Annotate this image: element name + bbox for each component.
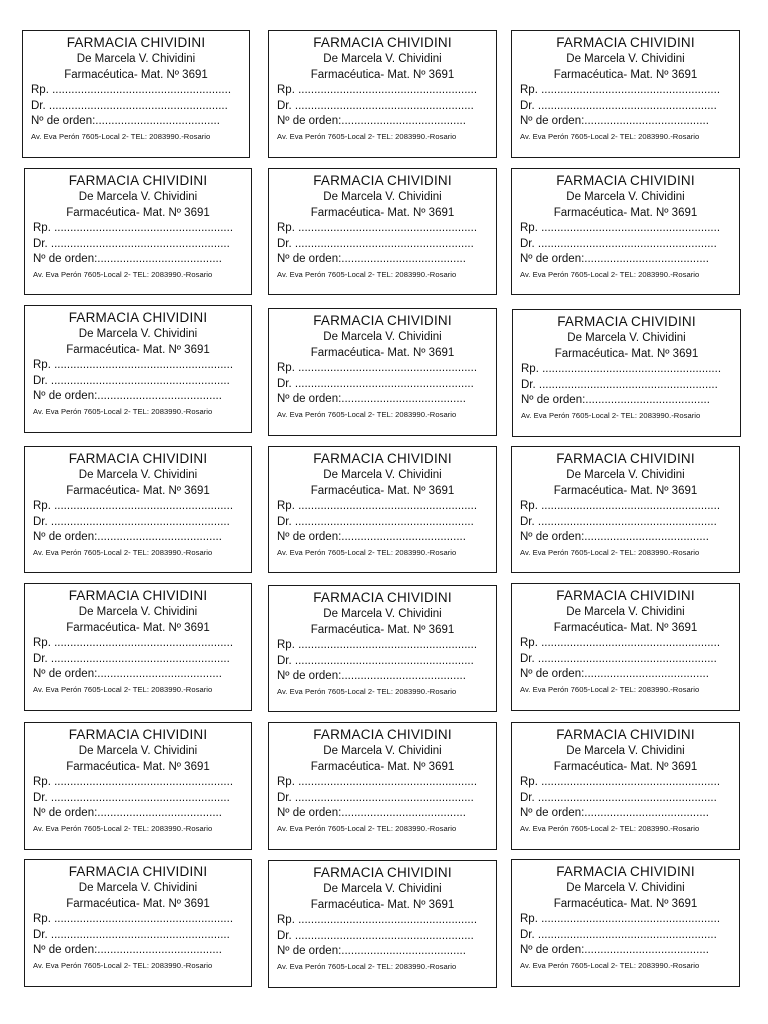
- prescription-label: [24, 168, 252, 295]
- rp-line: Rp. ........................................................: [520, 500, 721, 512]
- prescription-label: [268, 308, 497, 436]
- order-number-line: Nº de orden:.......................................: [277, 945, 466, 957]
- pharmacy-address: Av. Eva Perón 7605-Local 2- TEL: 2083990.-Rosario: [520, 684, 700, 694]
- dr-line: Dr. ........................................................: [33, 515, 230, 528]
- prescription-label: [24, 446, 252, 573]
- owner-name: De Marcela V. Chividini: [566, 606, 685, 618]
- pharmacy-name: FARMACIA CHIVIDINI: [556, 451, 695, 466]
- dr-line: Dr. ........................................................: [33, 928, 230, 941]
- order-number-line: Nº de orden:.......................................: [520, 807, 709, 819]
- license-number: Farmacéutica- Mat. Nº 3691: [66, 761, 210, 773]
- pharmacy-address: Av. Eva Perón 7605-Local 2- TEL: 2083990.-Rosario: [277, 686, 457, 696]
- prescription-label: [511, 30, 740, 158]
- dr-line: Dr. ........................................................: [33, 237, 230, 250]
- prescription-label: [268, 585, 497, 712]
- order-number-line: Nº de orden:.......................................: [520, 253, 709, 265]
- owner-name: De Marcela V. Chividini: [323, 331, 442, 343]
- pharmacy-name: FARMACIA CHIVIDINI: [68, 727, 208, 742]
- pharmacy-address: Av. Eva Perón 7605-Local 2- TEL: 2083990.-Rosario: [277, 823, 457, 833]
- license-number: Farmacéutica- Mat. Nº 3691: [554, 348, 699, 360]
- pharmacy-address: Av. Eva Perón 7605-Local 2- TEL: 2083990.-Rosario: [33, 960, 213, 970]
- rp-line: Rp. ........................................................: [277, 776, 478, 788]
- dr-line: Dr. ........................................................: [277, 99, 474, 112]
- pharmacy-address: Av. Eva Perón 7605-Local 2- TEL: 2083990.-Rosario: [520, 960, 700, 970]
- dr-line: Dr. ........................................................: [520, 515, 717, 528]
- pharmacy-name: FARMACIA CHIVIDINI: [556, 727, 695, 742]
- license-number: Farmacéutica- Mat. Nº 3691: [66, 622, 210, 634]
- rp-line: Rp. ........................................................: [277, 362, 478, 374]
- license-number: Farmacéutica- Mat. Nº 3691: [310, 69, 455, 81]
- order-number-line: Nº de orden:.......................................: [277, 807, 466, 819]
- license-number: Farmacéutica- Mat. Nº 3691: [66, 898, 210, 910]
- dr-line: Dr. ........................................................: [33, 652, 230, 665]
- pharmacy-name: FARMACIA CHIVIDINI: [313, 313, 452, 328]
- dr-line: Dr. ........................................................: [521, 378, 718, 391]
- rp-line: Rp. ........................................................: [33, 776, 234, 788]
- owner-name: De Marcela V. Chividini: [567, 332, 686, 344]
- order-number-line: Nº de orden:.......................................: [277, 670, 466, 682]
- order-number-line: Nº de orden:.......................................: [33, 531, 222, 543]
- pharmacy-name: FARMACIA CHIVIDINI: [68, 864, 208, 879]
- prescription-label: [511, 168, 740, 295]
- rp-line: Rp. ........................................................: [520, 776, 721, 788]
- license-number: Farmacéutica- Mat. Nº 3691: [553, 485, 698, 497]
- license-number: Farmacéutica- Mat. Nº 3691: [66, 344, 210, 356]
- license-number: Farmacéutica- Mat. Nº 3691: [553, 898, 698, 910]
- pharmacy-address: Av. Eva Perón 7605-Local 2- TEL: 2083990.-Rosario: [520, 547, 700, 557]
- pharmacy-name: FARMACIA CHIVIDINI: [313, 865, 452, 880]
- pharmacy-name: FARMACIA CHIVIDINI: [68, 173, 208, 188]
- prescription-label: [511, 446, 740, 573]
- pharmacy-address: Av. Eva Perón 7605-Local 2- TEL: 2083990.-Rosario: [520, 823, 700, 833]
- order-number-line: Nº de orden:.......................................: [277, 393, 466, 405]
- rp-line: Rp. ........................................................: [520, 913, 721, 925]
- pharmacy-name: FARMACIA CHIVIDINI: [68, 310, 208, 325]
- pharmacy-name: FARMACIA CHIVIDINI: [556, 588, 695, 603]
- dr-line: Dr. ........................................................: [33, 374, 230, 387]
- dr-line: Dr. ........................................................: [277, 654, 474, 667]
- rp-line: Rp. ........................................................: [520, 637, 721, 649]
- order-number-line: Nº de orden:.......................................: [33, 253, 222, 265]
- order-number-line: Nº de orden:.......................................: [520, 668, 709, 680]
- prescription-label: [512, 309, 741, 437]
- owner-name: De Marcela V. Chividini: [78, 882, 198, 894]
- dr-line: Dr. ........................................................: [277, 377, 474, 390]
- order-number-line: Nº de orden:.......................................: [277, 115, 466, 127]
- order-number-line: Nº de orden:.......................................: [33, 668, 222, 680]
- prescription-label: [268, 168, 497, 295]
- owner-name: De Marcela V. Chividini: [76, 53, 196, 65]
- pharmacy-name: FARMACIA CHIVIDINI: [313, 727, 452, 742]
- dr-line: Dr. ........................................................: [520, 237, 717, 250]
- pharmacy-address: Av. Eva Perón 7605-Local 2- TEL: 2083990.-Rosario: [33, 684, 213, 694]
- rp-line: Rp. ........................................................: [520, 84, 721, 96]
- pharmacy-name: FARMACIA CHIVIDINI: [556, 864, 695, 879]
- rp-line: Rp. ........................................................: [521, 363, 722, 375]
- pharmacy-name: FARMACIA CHIVIDINI: [313, 451, 452, 466]
- prescription-label: [24, 583, 252, 711]
- license-number: Farmacéutica- Mat. Nº 3691: [553, 69, 698, 81]
- rp-line: Rp. ........................................................: [33, 637, 234, 649]
- pharmacy-address: Av. Eva Perón 7605-Local 2- TEL: 2083990.-Rosario: [31, 131, 211, 141]
- pharmacy-name: FARMACIA CHIVIDINI: [68, 588, 208, 603]
- license-number: Farmacéutica- Mat. Nº 3691: [310, 347, 455, 359]
- dr-line: Dr. ........................................................: [520, 652, 717, 665]
- owner-name: De Marcela V. Chividini: [323, 191, 442, 203]
- pharmacy-address: Av. Eva Perón 7605-Local 2- TEL: 2083990.-Rosario: [277, 961, 457, 971]
- owner-name: De Marcela V. Chividini: [78, 606, 198, 618]
- rp-line: Rp. ........................................................: [33, 913, 234, 925]
- prescription-label: [22, 30, 250, 158]
- owner-name: De Marcela V. Chividini: [323, 608, 442, 620]
- pharmacy-address: Av. Eva Perón 7605-Local 2- TEL: 2083990.-Rosario: [33, 406, 213, 416]
- owner-name: De Marcela V. Chividini: [566, 53, 685, 65]
- pharmacy-name: FARMACIA CHIVIDINI: [313, 35, 452, 50]
- dr-line: Dr. ........................................................: [520, 928, 717, 941]
- owner-name: De Marcela V. Chividini: [323, 53, 442, 65]
- dr-line: Dr. ........................................................: [520, 791, 717, 804]
- order-number-line: Nº de orden:.......................................: [520, 944, 709, 956]
- pharmacy-address: Av. Eva Perón 7605-Local 2- TEL: 2083990.-Rosario: [277, 547, 457, 557]
- rp-line: Rp. ........................................................: [33, 500, 234, 512]
- owner-name: De Marcela V. Chividini: [566, 745, 685, 757]
- license-number: Farmacéutica- Mat. Nº 3691: [310, 207, 455, 219]
- pharmacy-address: Av. Eva Perón 7605-Local 2- TEL: 2083990.-Rosario: [277, 409, 457, 419]
- rp-line: Rp. ........................................................: [33, 222, 234, 234]
- order-number-line: Nº de orden:.......................................: [520, 115, 709, 127]
- order-number-line: Nº de orden:.......................................: [520, 531, 709, 543]
- pharmacy-address: Av. Eva Perón 7605-Local 2- TEL: 2083990.-Rosario: [520, 269, 700, 279]
- license-number: Farmacéutica- Mat. Nº 3691: [310, 899, 455, 911]
- license-number: Farmacéutica- Mat. Nº 3691: [66, 207, 210, 219]
- dr-line: Dr. ........................................................: [520, 99, 717, 112]
- pharmacy-name: FARMACIA CHIVIDINI: [556, 35, 695, 50]
- license-number: Farmacéutica- Mat. Nº 3691: [310, 485, 455, 497]
- order-number-line: Nº de orden:.......................................: [33, 944, 222, 956]
- license-number: Farmacéutica- Mat. Nº 3691: [66, 485, 210, 497]
- pharmacy-address: Av. Eva Perón 7605-Local 2- TEL: 2083990.-Rosario: [33, 823, 213, 833]
- dr-line: Dr. ........................................................: [31, 99, 228, 112]
- prescription-label: [24, 305, 252, 433]
- rp-line: Rp. ........................................................: [277, 914, 478, 926]
- dr-line: Dr. ........................................................: [277, 791, 474, 804]
- pharmacy-name: FARMACIA CHIVIDINI: [556, 173, 695, 188]
- prescription-label: [268, 30, 497, 158]
- prescription-label: [268, 446, 497, 573]
- dr-line: Dr. ........................................................: [277, 237, 474, 250]
- order-number-line: Nº de orden:.......................................: [33, 390, 222, 402]
- rp-line: Rp. ........................................................: [277, 500, 478, 512]
- prescription-label: [511, 859, 740, 987]
- prescription-label: [511, 583, 740, 711]
- pharmacy-name: FARMACIA CHIVIDINI: [557, 314, 696, 329]
- prescription-label: [268, 722, 497, 850]
- owner-name: De Marcela V. Chividini: [566, 191, 685, 203]
- pharmacy-name: FARMACIA CHIVIDINI: [68, 451, 208, 466]
- prescription-label: [268, 860, 497, 988]
- prescription-label: [24, 859, 252, 987]
- pharmacy-address: Av. Eva Perón 7605-Local 2- TEL: 2083990.-Rosario: [277, 131, 457, 141]
- owner-name: De Marcela V. Chividini: [323, 745, 442, 757]
- owner-name: De Marcela V. Chividini: [78, 191, 198, 203]
- pharmacy-address: Av. Eva Perón 7605-Local 2- TEL: 2083990.-Rosario: [520, 131, 700, 141]
- pharmacy-name: FARMACIA CHIVIDINI: [313, 173, 452, 188]
- owner-name: De Marcela V. Chividini: [78, 745, 198, 757]
- license-number: Farmacéutica- Mat. Nº 3691: [553, 761, 698, 773]
- pharmacy-name: FARMACIA CHIVIDINI: [66, 35, 206, 50]
- owner-name: De Marcela V. Chividini: [78, 469, 198, 481]
- order-number-line: Nº de orden:.......................................: [521, 394, 710, 406]
- owner-name: De Marcela V. Chividini: [323, 883, 442, 895]
- pharmacy-address: Av. Eva Perón 7605-Local 2- TEL: 2083990.-Rosario: [521, 410, 701, 420]
- order-number-line: Nº de orden:.......................................: [33, 807, 222, 819]
- rp-line: Rp. ........................................................: [31, 84, 232, 96]
- order-number-line: Nº de orden:.......................................: [277, 253, 466, 265]
- dr-line: Dr. ........................................................: [277, 515, 474, 528]
- order-number-line: Nº de orden:.......................................: [31, 115, 220, 127]
- pharmacy-name: FARMACIA CHIVIDINI: [313, 590, 452, 605]
- dr-line: Dr. ........................................................: [277, 929, 474, 942]
- license-number: Farmacéutica- Mat. Nº 3691: [310, 624, 455, 636]
- pharmacy-address: Av. Eva Perón 7605-Local 2- TEL: 2083990.-Rosario: [277, 269, 457, 279]
- pharmacy-address: Av. Eva Perón 7605-Local 2- TEL: 2083990.-Rosario: [33, 269, 213, 279]
- owner-name: De Marcela V. Chividini: [566, 469, 685, 481]
- rp-line: Rp. ........................................................: [277, 639, 478, 651]
- license-number: Farmacéutica- Mat. Nº 3691: [310, 761, 455, 773]
- license-number: Farmacéutica- Mat. Nº 3691: [553, 622, 698, 634]
- prescription-label: [24, 722, 252, 850]
- prescription-label: [511, 722, 740, 850]
- rp-line: Rp. ........................................................: [520, 222, 721, 234]
- owner-name: De Marcela V. Chividini: [78, 328, 198, 340]
- rp-line: Rp. ........................................................: [277, 222, 478, 234]
- rp-line: Rp. ........................................................: [277, 84, 478, 96]
- order-number-line: Nº de orden:.......................................: [277, 531, 466, 543]
- license-number: Farmacéutica- Mat. Nº 3691: [553, 207, 698, 219]
- owner-name: De Marcela V. Chividini: [323, 469, 442, 481]
- pharmacy-address: Av. Eva Perón 7605-Local 2- TEL: 2083990.-Rosario: [33, 547, 213, 557]
- owner-name: De Marcela V. Chividini: [566, 882, 685, 894]
- license-number: Farmacéutica- Mat. Nº 3691: [64, 69, 208, 81]
- rp-line: Rp. ........................................................: [33, 359, 234, 371]
- dr-line: Dr. ........................................................: [33, 791, 230, 804]
